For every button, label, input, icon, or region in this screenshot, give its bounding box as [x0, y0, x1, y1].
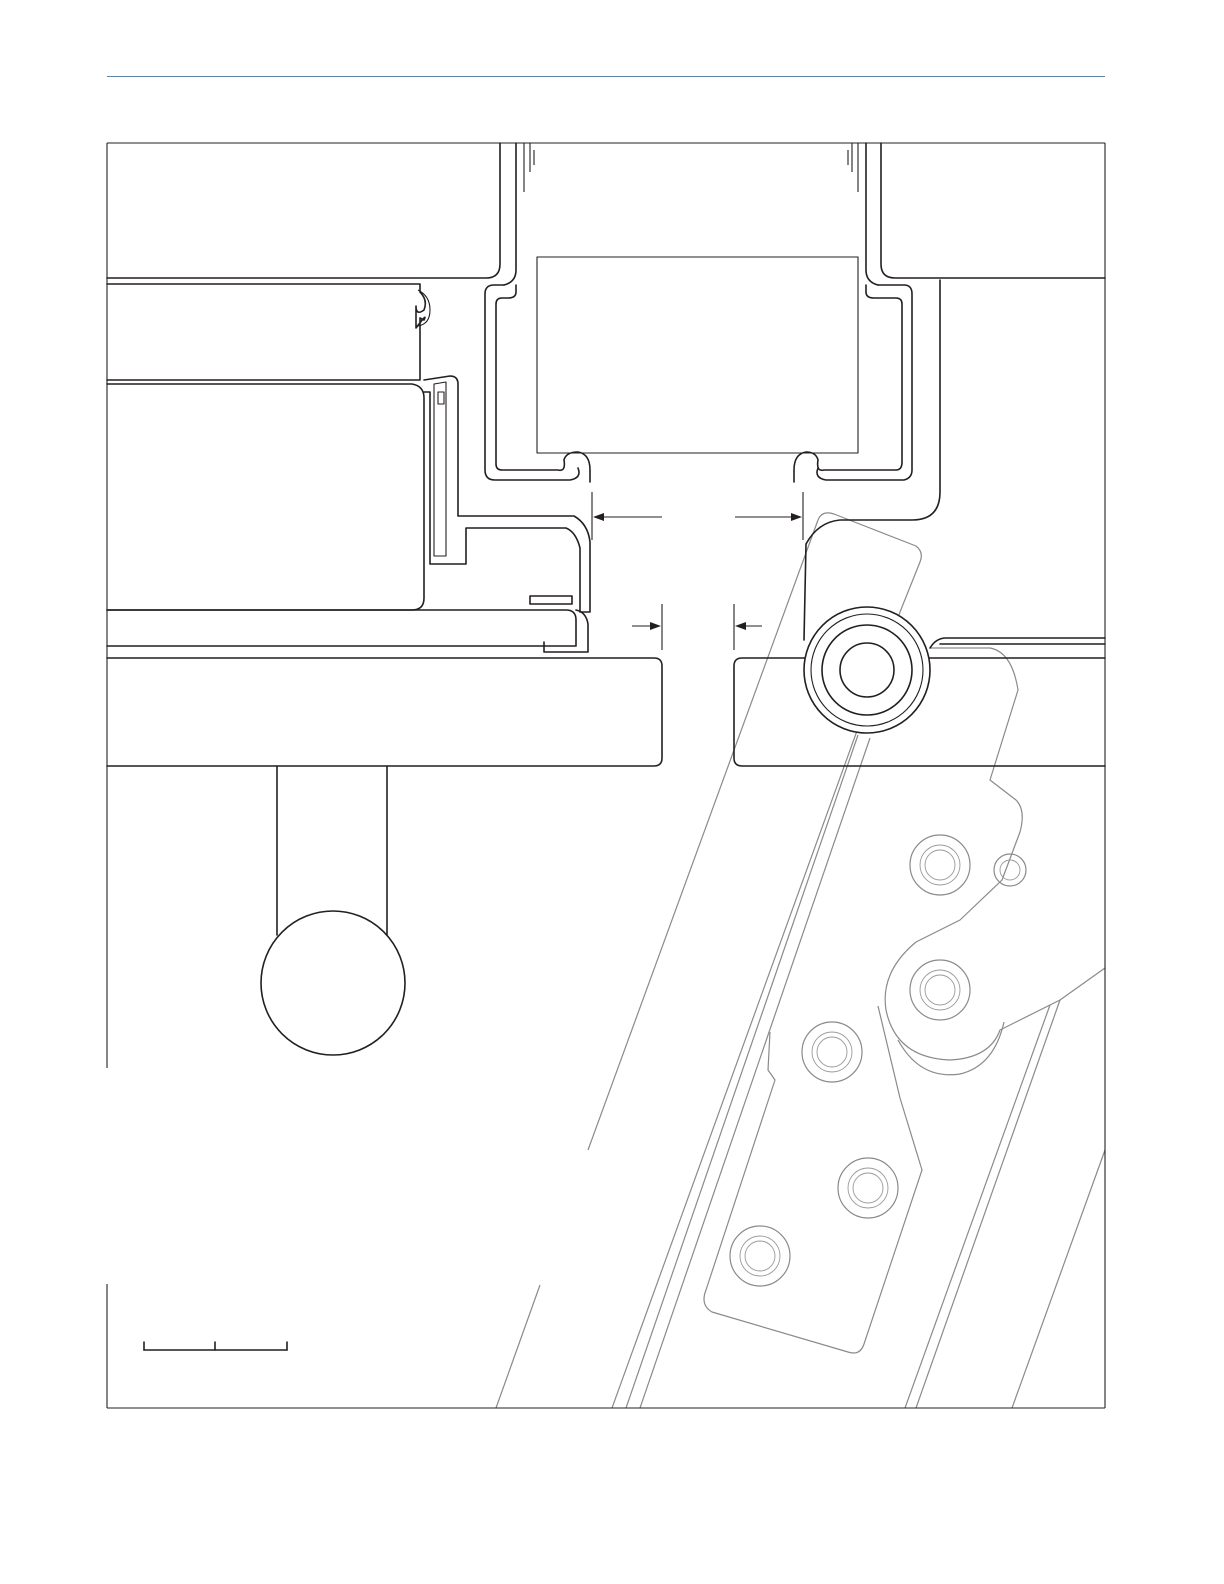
handle	[261, 766, 405, 1055]
screw-icon	[730, 1226, 790, 1286]
lower-panel-left	[107, 658, 662, 766]
dimension-lower	[632, 604, 762, 650]
screw-icon	[910, 835, 970, 895]
scale-bar	[144, 1342, 287, 1350]
left-stack	[107, 284, 590, 652]
handle-knob	[261, 911, 405, 1055]
screw-icon	[910, 960, 970, 1020]
drawing-frame	[107, 143, 1105, 1408]
upper-wall-right	[848, 143, 1105, 285]
inner-panel	[537, 257, 858, 453]
screw-icon	[802, 1022, 862, 1082]
pivot-hinge	[804, 607, 930, 733]
dimension-upper	[592, 492, 803, 540]
channel-profile	[485, 280, 940, 640]
upper-wall-left	[107, 143, 534, 285]
screw-icon	[838, 1158, 898, 1218]
